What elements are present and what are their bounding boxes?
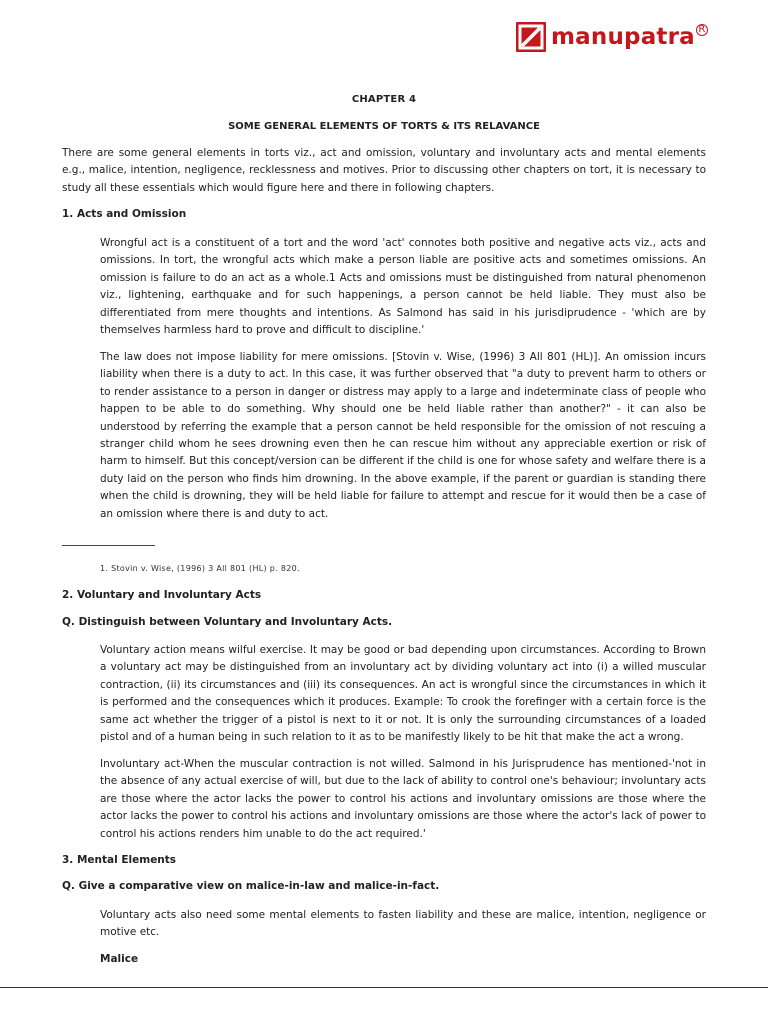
- question-malice: Q. Give a comparative view on malice-in-law and malice-in-fact.: [62, 880, 440, 892]
- section2-paragraph-2: Involuntary act-When the muscular contraction is not willed. Salmond in his Jurisprudence has mentioned-'not in the absence of any actual exercise of will, but due to the lack of ability to control one's behaviour; involuntary acts are those where the actor lacks the power to control his actions and involuntary omissions are those where the actor lacks the power to control his actions and involuntary omissions are those where the actor's lack of power to control his actions renders him unable to do the act required.': [100, 758, 706, 840]
- manupatra-logo: [516, 22, 706, 52]
- logo-text: manupatra: [551, 24, 695, 50]
- section3-paragraph-1: Voluntary acts also need some mental elements to fasten liability and these are malice, intention, negligence or motive etc.: [100, 909, 706, 939]
- registered-mark: R: [696, 24, 708, 36]
- section1-paragraph-2: The law does not impose liability for mere omissions. [Stovin v. Wise, (1996) 3 All 801 (HL)]. An omission incurs liability when there is a duty to act. In this case, it was further observed that "a duty to prevent harm to others or to render assistance to a person in danger or distress may apply to a large and indeterminate class of people who happen to be able to do something. Why should one be held liable rather than another?" - it can also be understood by referring the example that a person cannot be held responsible for the omission of not rescuing a stranger child whom he sees drowning even then he can rescue him without any appreciable exertion or risk of harm to himself. But this concept/version can be different if the child is one for whose safety and welfare there is a duty laid on the person who finds him drowning. In the above example, if the parent or guardian is standing there when the child is drowning, they will be held liable for failure to attempt and rescue for it would then be a case of an omission where there is and duty to act.: [100, 351, 706, 520]
- chapter-title: SOME GENERAL ELEMENTS OF TORTS & ITS RELAVANCE: [228, 121, 540, 132]
- chapter-number: CHAPTER 4: [351, 94, 417, 105]
- subheading-malice: Malice: [100, 953, 139, 965]
- intro-paragraph: There are some general elements in torts viz., act and omission, voluntary and involuntary acts and mental elements e.g., malice, intention, negligence, recklessness and motives. Prior to discussing other chapters on tort, it is necessary to study all these essentials which would figure here and there in following chapters.: [62, 147, 706, 194]
- page-bottom-rule: [0, 987, 768, 988]
- manupatra-logo-icon: [516, 22, 546, 52]
- section-heading-mental-elements: 3. Mental Elements: [62, 854, 177, 866]
- section-heading-acts-omission: 1. Acts and Omission: [62, 208, 187, 220]
- section1-paragraph-1: Wrongful act is a constituent of a tort and the word 'act' connotes both positive and negative acts viz., acts and omissions. In tort, the wrongful acts which make a person liable are positive acts and sometimes omissions. An omission is failure to do an act as a whole.1 Acts and omissions must be distinguished from natural phenomenon viz., lightening, earthquake and for such happenings, a person cannot be held liable. They must also be differentiated from mere thoughts and intentions. As Salmond has said in his jurisdiprudence - 'which are by themselves harmless hard to prove and difficult to discipline.': [100, 237, 706, 337]
- section-heading-voluntary-involuntary: 2. Voluntary and Involuntary Acts: [62, 589, 262, 601]
- footnote: 1. Stovin v. Wise, (1996) 3 All 801 (HL) p. 820.: [100, 564, 300, 573]
- question-distinguish: Q. Distinguish between Voluntary and Involuntary Acts.: [62, 616, 393, 628]
- section2-paragraph-1: Voluntary action means wilful exercise. It may be good or bad depending upon circumstances. According to Brown a voluntary act may be distinguished from an involuntary act by dividing voluntary act into (i) a willed muscular contraction, (ii) its circumstances and (iii) its consequences. An act is wrongful since the circumstances in which it is performed and the consequences which it produces. Example: To crook the forefinger with a certain force is the same act whether the trigger of a pistol is next to it or not. It is only the surrounding circumstances of a loaded pistol and of a human being in such relation to it as to be manifestly likely to be hit that make the act a wrong.: [100, 644, 706, 744]
- footnote-divider: [62, 545, 155, 546]
